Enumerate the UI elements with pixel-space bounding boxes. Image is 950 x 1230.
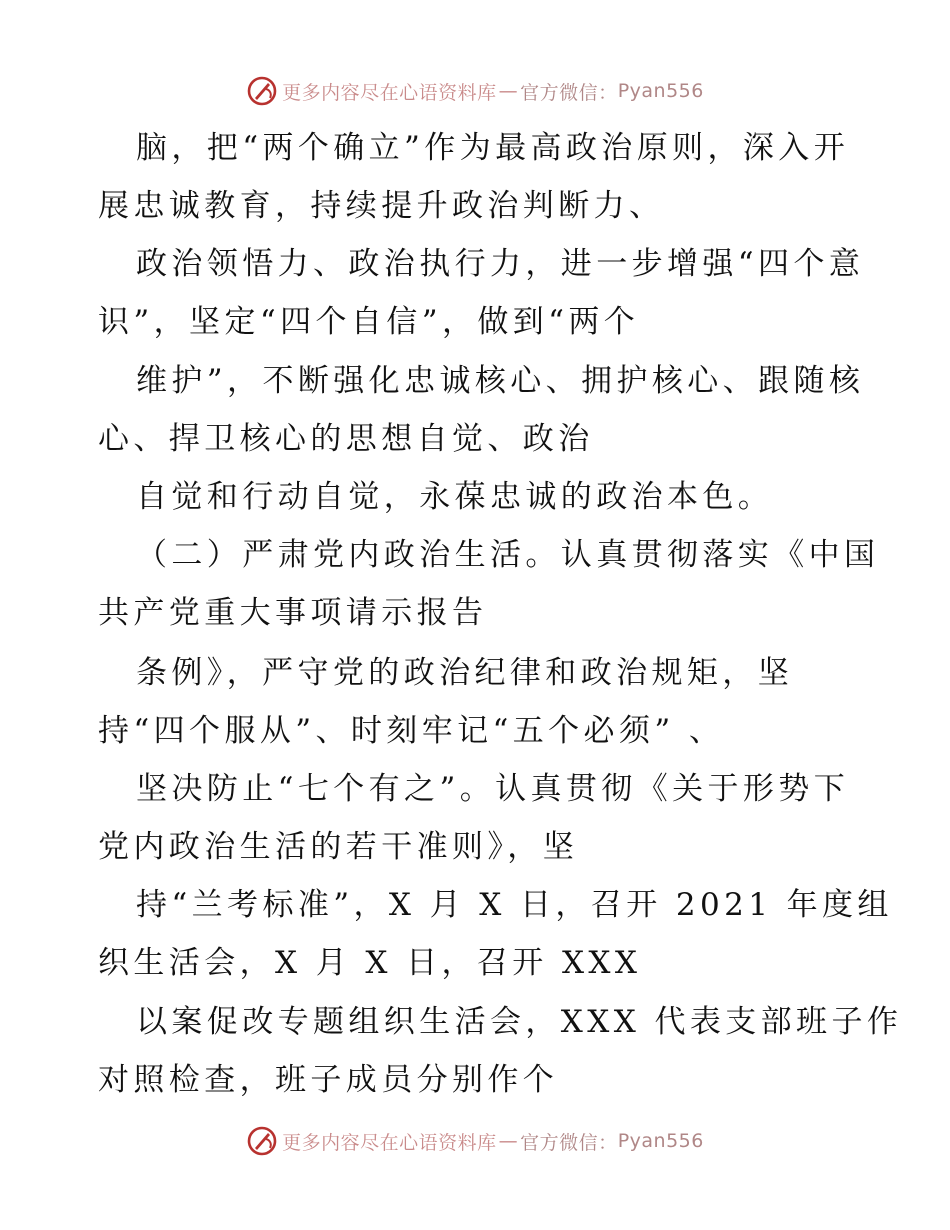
text-line: 条例》，严守党的政治纪律和政治规矩，坚 <box>136 655 794 691</box>
watermark-title: 更多内容尽在心语资料库 <box>282 81 497 104</box>
watermark-wechat-id: Pyan556 <box>617 80 704 102</box>
watermark-dash: — <box>498 1130 519 1152</box>
text-line: 持“四个服从”、时刻牢记“五个必须” 、 <box>98 713 725 749</box>
text-line: 政治领悟力、政治执行力，进一步增强“四个意 <box>136 246 865 282</box>
watermark-wechat-label: 官方微信： <box>520 81 618 104</box>
text-line: 党内政治生活的若干准则》，坚 <box>98 829 579 865</box>
text-line: 对照检查，班子成员分别作个 <box>98 1062 559 1098</box>
text-line: 自觉和行动自觉，永葆忠诚的政治本色。 <box>136 479 774 515</box>
text-line: 持“兰考标准”，X 月 X 日，召开 2021 年度组 <box>136 887 893 923</box>
document-body <box>0 118 950 1108</box>
text-line: 维护”，不断强化忠诚核心、拥护核心、跟随核 <box>136 363 865 399</box>
watermark-title: 更多内容尽在心语资料库 <box>282 1131 497 1154</box>
text-line: （二）严肃党内政治生活。认真贯彻落实《中国 <box>136 537 880 573</box>
text-line: 共产党重大事项请示报告 <box>98 595 488 631</box>
text-line: 展忠诚教育，持续提升政治判断力、 <box>98 188 665 224</box>
text-line: 脑，把“两个确立”作为最高政治原则，深入开 <box>136 130 850 166</box>
text-line: 识”，坚定“四个自信”，做到“两个 <box>98 304 640 340</box>
quill-logo-icon <box>246 75 278 107</box>
text-line: 心、捍卫核心的思想自觉、政治 <box>98 421 594 457</box>
text-line: 坚决防止“七个有之”。认真贯彻《关于形势下 <box>136 771 850 807</box>
watermark-wechat-label: 官方微信： <box>520 1131 618 1154</box>
text-line: 织生活会，X 月 X 日，召开 XXX <box>98 945 642 981</box>
header-watermark <box>0 74 950 108</box>
watermark-dash: — <box>498 80 519 102</box>
footer-watermark <box>0 1124 950 1158</box>
text-line: 以案促改专题组织生活会，XXX 代表支部班子作 <box>136 1004 903 1040</box>
quill-logo-icon <box>246 1125 278 1157</box>
watermark-wechat-id: Pyan556 <box>617 1130 704 1152</box>
